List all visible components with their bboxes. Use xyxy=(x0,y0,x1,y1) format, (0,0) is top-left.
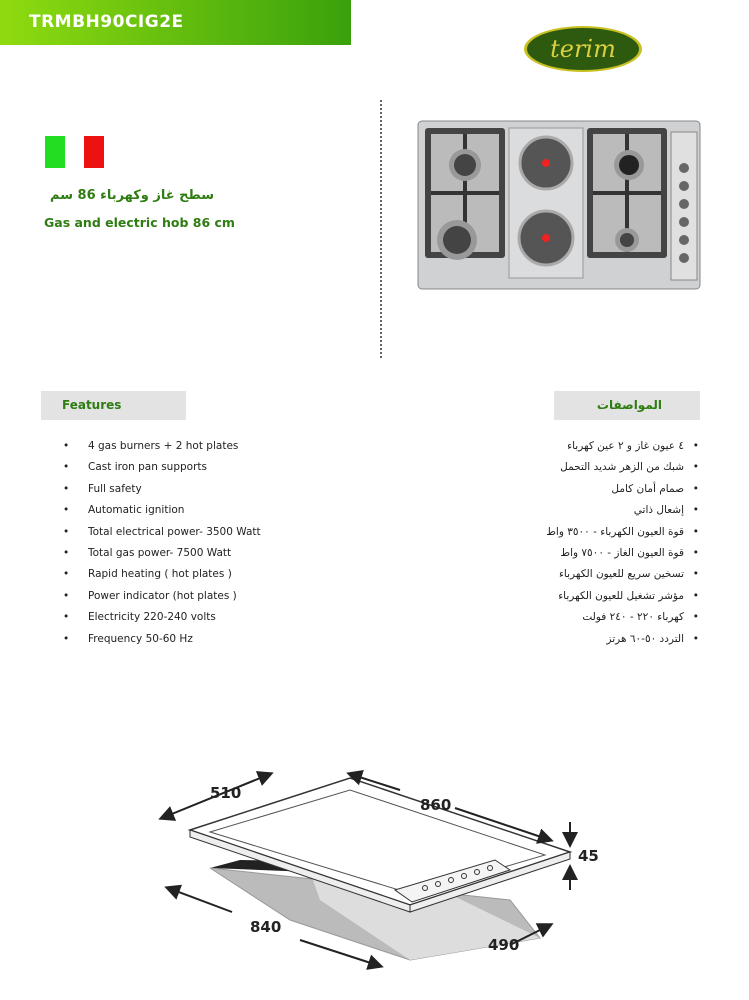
brand-logo xyxy=(522,24,644,74)
feature-item: • Electricity 220-240 volts xyxy=(63,607,261,628)
dim-height: 45 xyxy=(578,847,599,865)
dim-depth: 510 xyxy=(210,784,242,802)
feature-item-ar: إشعال ذاتي • xyxy=(546,500,684,521)
feature-item: • Rapid heating ( hot plates ) xyxy=(63,564,261,585)
dim-width: 860 xyxy=(420,796,452,814)
model-number: TRMBH90CIG2E xyxy=(29,12,184,32)
feature-item-ar: مؤشر تشغيل للعيون الكهرباء • xyxy=(546,586,684,607)
feature-item-ar: قوة العيون الغاز - ٧٥٠٠ واط • xyxy=(546,543,684,564)
feature-item: • Frequency 50-60 Hz xyxy=(63,629,261,650)
feature-item: • Automatic ignition xyxy=(63,500,261,521)
hob-product-image xyxy=(417,120,701,290)
feature-item: • 4 gas burners + 2 hot plates xyxy=(63,436,261,457)
product-title-ar: سطح غاز وكهرباء 86 سم xyxy=(50,188,214,203)
features-list-en xyxy=(63,436,261,650)
feature-item-ar: كهرباء ٢٢٠ - ٢٤٠ فولت • xyxy=(546,607,684,628)
product-title-en: Gas and electric hob 86 cm xyxy=(44,215,235,230)
dim-cutout-depth: 490 xyxy=(488,936,520,954)
feature-item-ar: تسخين سريع للعيون الكهرباء • xyxy=(546,564,684,585)
feature-item: • Total electrical power- 3500 Watt xyxy=(63,522,261,543)
feature-item: • Power indicator (hot plates ) xyxy=(63,586,261,607)
flag-red-stripe xyxy=(84,136,104,168)
feature-item: • Cast iron pan supports xyxy=(63,457,261,478)
svg-text:terim: terim xyxy=(550,35,616,63)
features-header-en: Features xyxy=(41,391,186,420)
feature-item-ar: قوة العيون الكهرباء - ٣٥٠٠ واط • xyxy=(546,522,684,543)
dotted-divider xyxy=(380,100,382,358)
feature-item-ar: صمام أمان كامل • xyxy=(546,479,684,500)
dim-cutout-width: 840 xyxy=(250,918,282,936)
feature-item-ar: التردد ٥٠-٦٠ هرتز • xyxy=(546,629,684,650)
feature-item: • Total gas power- 7500 Watt xyxy=(63,543,261,564)
feature-item-ar: شبك من الزهر شديد التحمل • xyxy=(546,457,684,478)
features-list-ar xyxy=(546,436,699,650)
features-header-ar: المواصفات xyxy=(554,391,700,420)
feature-item-ar: ٤ عيون غاز و ٢ عين كهرباء • xyxy=(546,436,684,457)
model-banner xyxy=(0,0,351,45)
flag-green-stripe xyxy=(45,136,65,168)
feature-item: • Full safety xyxy=(63,479,261,500)
dimension-diagram xyxy=(150,760,599,990)
